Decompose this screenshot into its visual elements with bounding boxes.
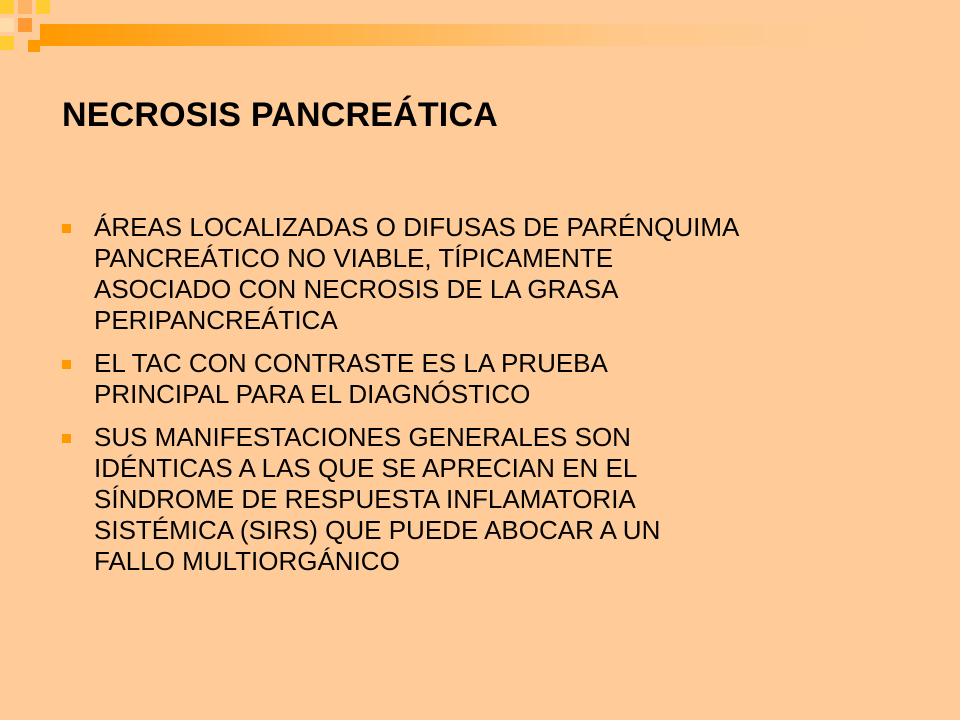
decorative-square — [28, 40, 40, 52]
decorative-square — [18, 0, 32, 14]
bullet-line: ASOCIADO CON NECROSIS DE LA GRASA — [94, 274, 619, 304]
bullet-line: SÍNDROME DE RESPUESTA INFLAMATORIA — [94, 484, 636, 514]
slide-title: NECROSIS PANCREÁTICA — [62, 96, 498, 134]
decorative-square — [0, 36, 14, 50]
bullet-line: PRINCIPAL PARA EL DIAGNÓSTICO — [94, 379, 531, 409]
bullet-line: ÁREAS LOCALIZADAS O DIFUSAS DE PARÉNQUIMA — [94, 212, 740, 242]
square-bullet-icon — [62, 360, 71, 369]
bullet-item — [62, 422, 902, 577]
square-bullet-icon — [62, 434, 71, 443]
bullet-line: PANCREÁTICO NO VIABLE, TÍPICAMENTE — [94, 243, 614, 273]
square-bullet-icon — [62, 224, 71, 233]
decorative-square — [36, 0, 50, 14]
bullet-line: PERIPANCREÁTICA — [94, 305, 338, 335]
bullet-line: FALLO MULTIORGÁNICO — [94, 546, 400, 576]
bullet-item — [62, 212, 902, 336]
bullet-line: SUS MANIFESTACIONES GENERALES SON — [94, 422, 631, 452]
decorative-square — [0, 18, 14, 32]
decorative-square — [18, 18, 32, 32]
bullet-list — [62, 212, 902, 589]
bullet-line: EL TAC CON CONTRASTE ES LA PRUEBA — [94, 348, 608, 378]
decorative-top-band — [40, 24, 870, 46]
bullet-line: IDÉNTICAS A LAS QUE SE APRECIAN EN EL — [94, 453, 638, 483]
decorative-square — [0, 0, 14, 14]
bullet-line: SISTÉMICA (SIRS) QUE PUEDE ABOCAR A UN — [94, 515, 661, 545]
bullet-item — [62, 348, 902, 410]
